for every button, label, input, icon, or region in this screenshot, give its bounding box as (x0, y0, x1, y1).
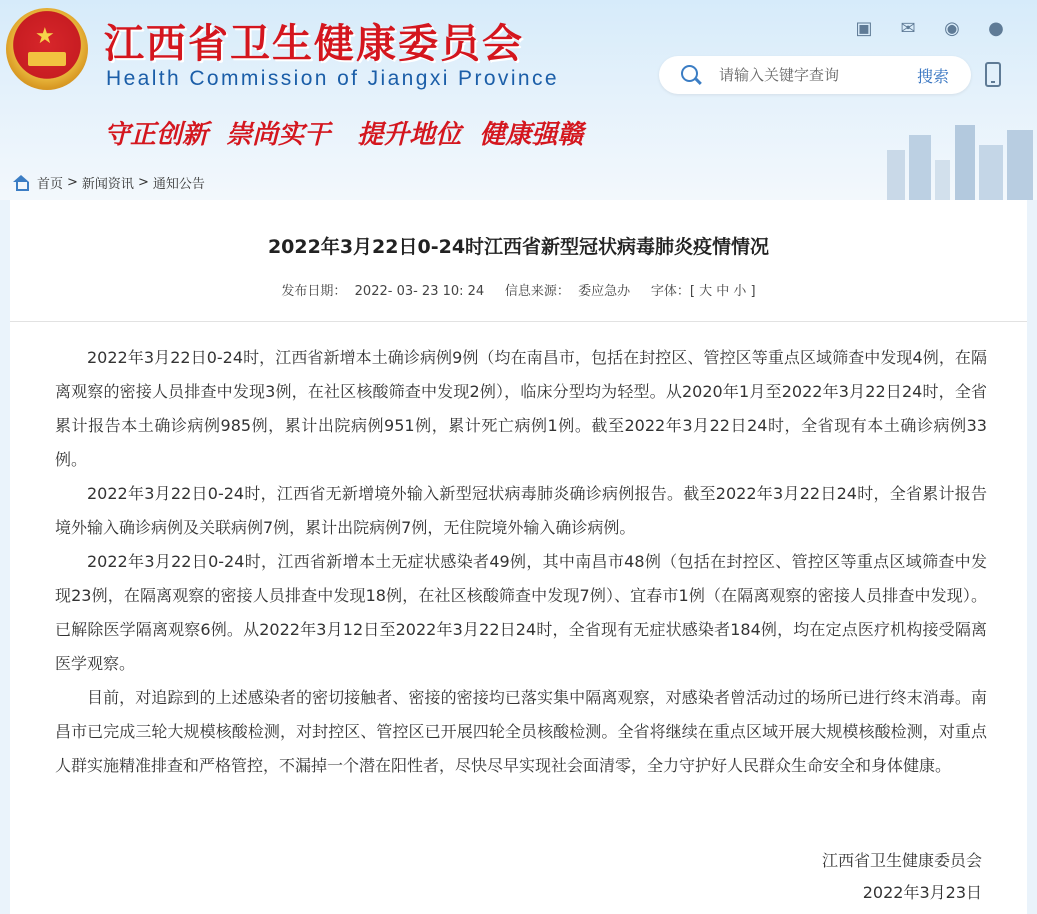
paragraph: 目前，对追踪到的上述感染者的密切接触者、密接的密接均已落实集中隔离观察，对感染者曾活动过的场所已进行终末消毒。南昌市已完成三轮大规模核酸检测，对封控区、管控区已开展四轮全员核酸检测。全省将继续在重点区域开展大规模核酸检测，对重点人群实施精准排查和严格管控，不漏掉一个潜在阳性者，尽快尽早实现社会面清零，全力守护好人民群众生命安全和身体健康。 (55, 688, 987, 775)
signature: 江西省卫生健康委员会 (821, 851, 982, 870)
weibo-icon[interactable]: ◉ (944, 18, 960, 39)
sign-date: 2022年3月23日 (862, 883, 982, 902)
paragraph: 2022年3月22日0-24时，江西省无新增境外输入新型冠状病毒肺炎确诊病例报告。截至2022年3月22日24时，全省累计报告境外输入确诊病例及关联病例7例，累计出院病例7例，无住院境外输入确诊病例。 (55, 484, 987, 537)
slogan: 守正创新 崇尚实干 提升地位 健康强赣 (104, 120, 584, 150)
mobile-icon[interactable] (985, 62, 1001, 87)
article-body (55, 341, 987, 783)
site-subtitle: Health Commission of Jiangxi Province (106, 67, 559, 90)
breadcrumb-news[interactable]: 新闻资讯 (81, 177, 134, 192)
article-meta (10, 280, 1027, 299)
breadcrumb (12, 173, 205, 192)
paragraph: 2022年3月22日0-24时，江西省新增本土确诊病例9例（均在南昌市，包括在封控区、管控区等重点区域筛查中发现4例，在隔离观察的密接人员排查中发现3例，在社区核酸筛查中发现2例），临床分型均为轻型。从2020年1月至2022年3月22日24时，全省累计报告本土确诊病例985例，累计出院病例951例，累计死亡病例1例。截至2022年3月22日24时，全省现有本土确诊病例33例。 (55, 348, 987, 469)
breadcrumb-notices[interactable]: 通知公告 (152, 177, 205, 192)
top-icon-bar (853, 18, 1007, 40)
breadcrumb-separator: > (137, 175, 149, 190)
search-input[interactable] (719, 64, 899, 86)
search-icon (681, 65, 698, 82)
article-container (10, 200, 1027, 914)
national-emblem-logo[interactable]: ★ (6, 8, 88, 90)
breadcrumb-home[interactable]: 首页 (37, 177, 64, 192)
paragraph: 2022年3月22日0-24时，江西省新增本土无症状感染者49例，其中南昌市48例（包括在封控区、管控区等重点区域筛查中发现23例，在隔离观察的密接人员排查中发现18例，在社区核酸筛查中发现7例）、宜春市1例（在隔离观察的密接人员排查中发现）。已解除医学隔离观察6例。从2022年3月12日至2022年3月22日24时，全省现有无症状感染者184例，均在定点医疗机构接受隔离医学观察。 (55, 552, 987, 673)
wechat-icon[interactable]: ● (988, 18, 1004, 39)
city-skyline-decoration (877, 110, 1037, 200)
publish-date: 2022- 03- 23 10: 24 (354, 284, 485, 299)
media-icon[interactable]: ▣ (855, 18, 873, 39)
search-button[interactable]: 搜索 (917, 67, 950, 86)
bracket-close: ] (750, 284, 756, 299)
site-header (0, 0, 1037, 200)
font-large-button[interactable]: 大 (699, 284, 713, 299)
breadcrumb-separator: > (67, 175, 78, 190)
source-label: 信息来源： (504, 284, 570, 299)
mail-icon[interactable]: ✉ (900, 18, 916, 39)
site-title[interactable]: 江西省卫生健康委员会 (104, 21, 524, 67)
source-value: 委应急办 (578, 284, 631, 299)
font-small-button[interactable]: 小 (733, 284, 747, 299)
signature-block (822, 845, 982, 909)
article-title: 2022年3月22日0-24时江西省新型冠状病毒肺炎疫情情况 (267, 236, 770, 258)
home-icon (12, 175, 29, 190)
divider (10, 321, 1027, 322)
font-size-label: 字体： (650, 284, 690, 299)
bracket-open: [ (689, 284, 695, 299)
font-medium-button[interactable]: 中 (716, 284, 730, 299)
date-label: 发布日期： (281, 284, 347, 299)
search-box (659, 56, 971, 94)
